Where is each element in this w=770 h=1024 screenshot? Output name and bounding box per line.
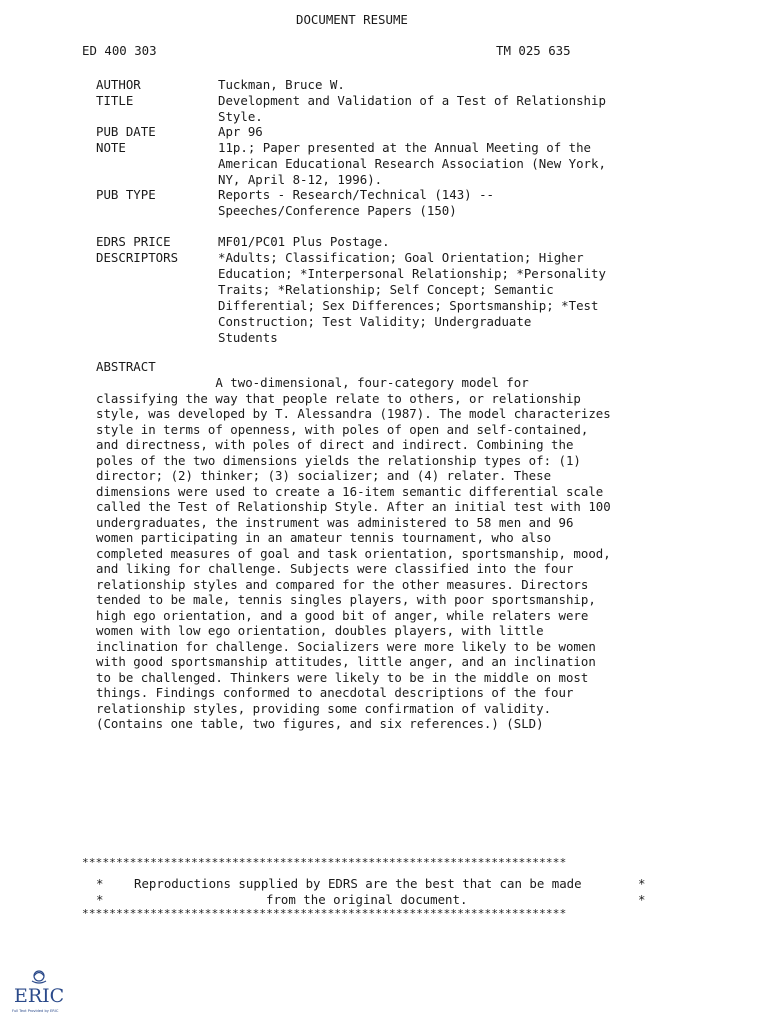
reproduction-line-2: from the original document. [266,892,468,907]
edrs-price-label: EDRS PRICE [96,234,171,249]
title-value: Development and Validation of a Test of Relationship Style. [218,93,606,124]
pub-type-value: Reports - Research/Technical (143) -- Speeches/Conference Papers (150) [218,187,495,218]
author-value: Tuckman, Bruce W. [218,77,345,92]
descriptors-label: DESCRIPTORS [96,250,179,265]
stars-border-bottom: *********************************************************************** [82,907,567,920]
reproduction-line-1: Reproductions supplied by EDRS are the best that can be made [134,876,582,891]
title-label: TITLE [96,93,134,108]
edrs-price-value: MF01/PC01 Plus Postage. [218,234,390,249]
pub-type-label: PUB TYPE [96,187,156,202]
eric-logo-subtext: Full Text Provided by ERIC [12,1009,59,1013]
eric-logo [8,967,70,1017]
star-left-1: * [96,876,104,891]
ed-number: ED 400 303 [82,43,157,58]
descriptors-value: *Adults; Classification; Goal Orientation; Higher Education; *Interpersonal Relationship; *Personality Traits; *Relationship; Self Concept; Semantic Differential; Sex Differences; Sportsmanship; *Test Construction; Test Validity; Undergraduate Students [218,250,606,345]
abstract-label: ABSTRACT [96,359,156,374]
pub-date-label: PUB DATE [96,124,156,139]
abstract-text: A two-dimensional, four-category model for classifying the way that people relate to others, or relationship style, was developed by T. Alessandra (1987). The model characterizes style in terms of openness, with poles of open and self-contained, and directness, with poles of direct and indirect. Combining the poles of the two dimensions yields the relationship types of: (1) director; (2) thinker; (3) socializer; and (4) relater. These dimensions were used to create a 16-item semantic differential scale called the Test of Relationship Style. After an initial test with 100 undergraduates, the instrument was administered to 58 men and 96 women participating in an amateur tennis tournament, who also completed measures of goal and task orientation, sportsmanship, mood, and liking for challenge. Subjects were classified into the four relationship styles and compared for the other measures. Directors tended to be male, tennis singles players, with poor sportsmanship, high ego orientation, and a good bit of anger, while relaters were women with low ego orientation, doubles players, with little inclination for challenge. Socializers were more likely to be women with good sportsmanship attitudes, little anger, and an inclination to be challenged. Thinkers were likely to be in the middle on most things. Findings conformed to anecdotal descriptions of the four relationship styles, providing some confirmation of validity. (Contains one table, two figures, and six references.) (SLD) [96,375,611,731]
author-label: AUTHOR [96,77,141,92]
star-right-1: * [638,876,646,891]
eric-logo-text: ERIC [14,985,65,1007]
note-value: 11p.; Paper presented at the Annual Meeting of the American Educational Research Association (New York, NY, April 8-12, 1996). [218,140,606,187]
star-left-2: * [96,892,104,907]
note-label: NOTE [96,140,126,155]
stars-border-top: *********************************************************************** [82,856,567,869]
star-right-2: * [638,892,646,907]
pub-date-value: Apr 96 [218,124,263,139]
document-title: DOCUMENT RESUME [296,12,408,27]
tm-number: TM 025 635 [496,43,571,58]
